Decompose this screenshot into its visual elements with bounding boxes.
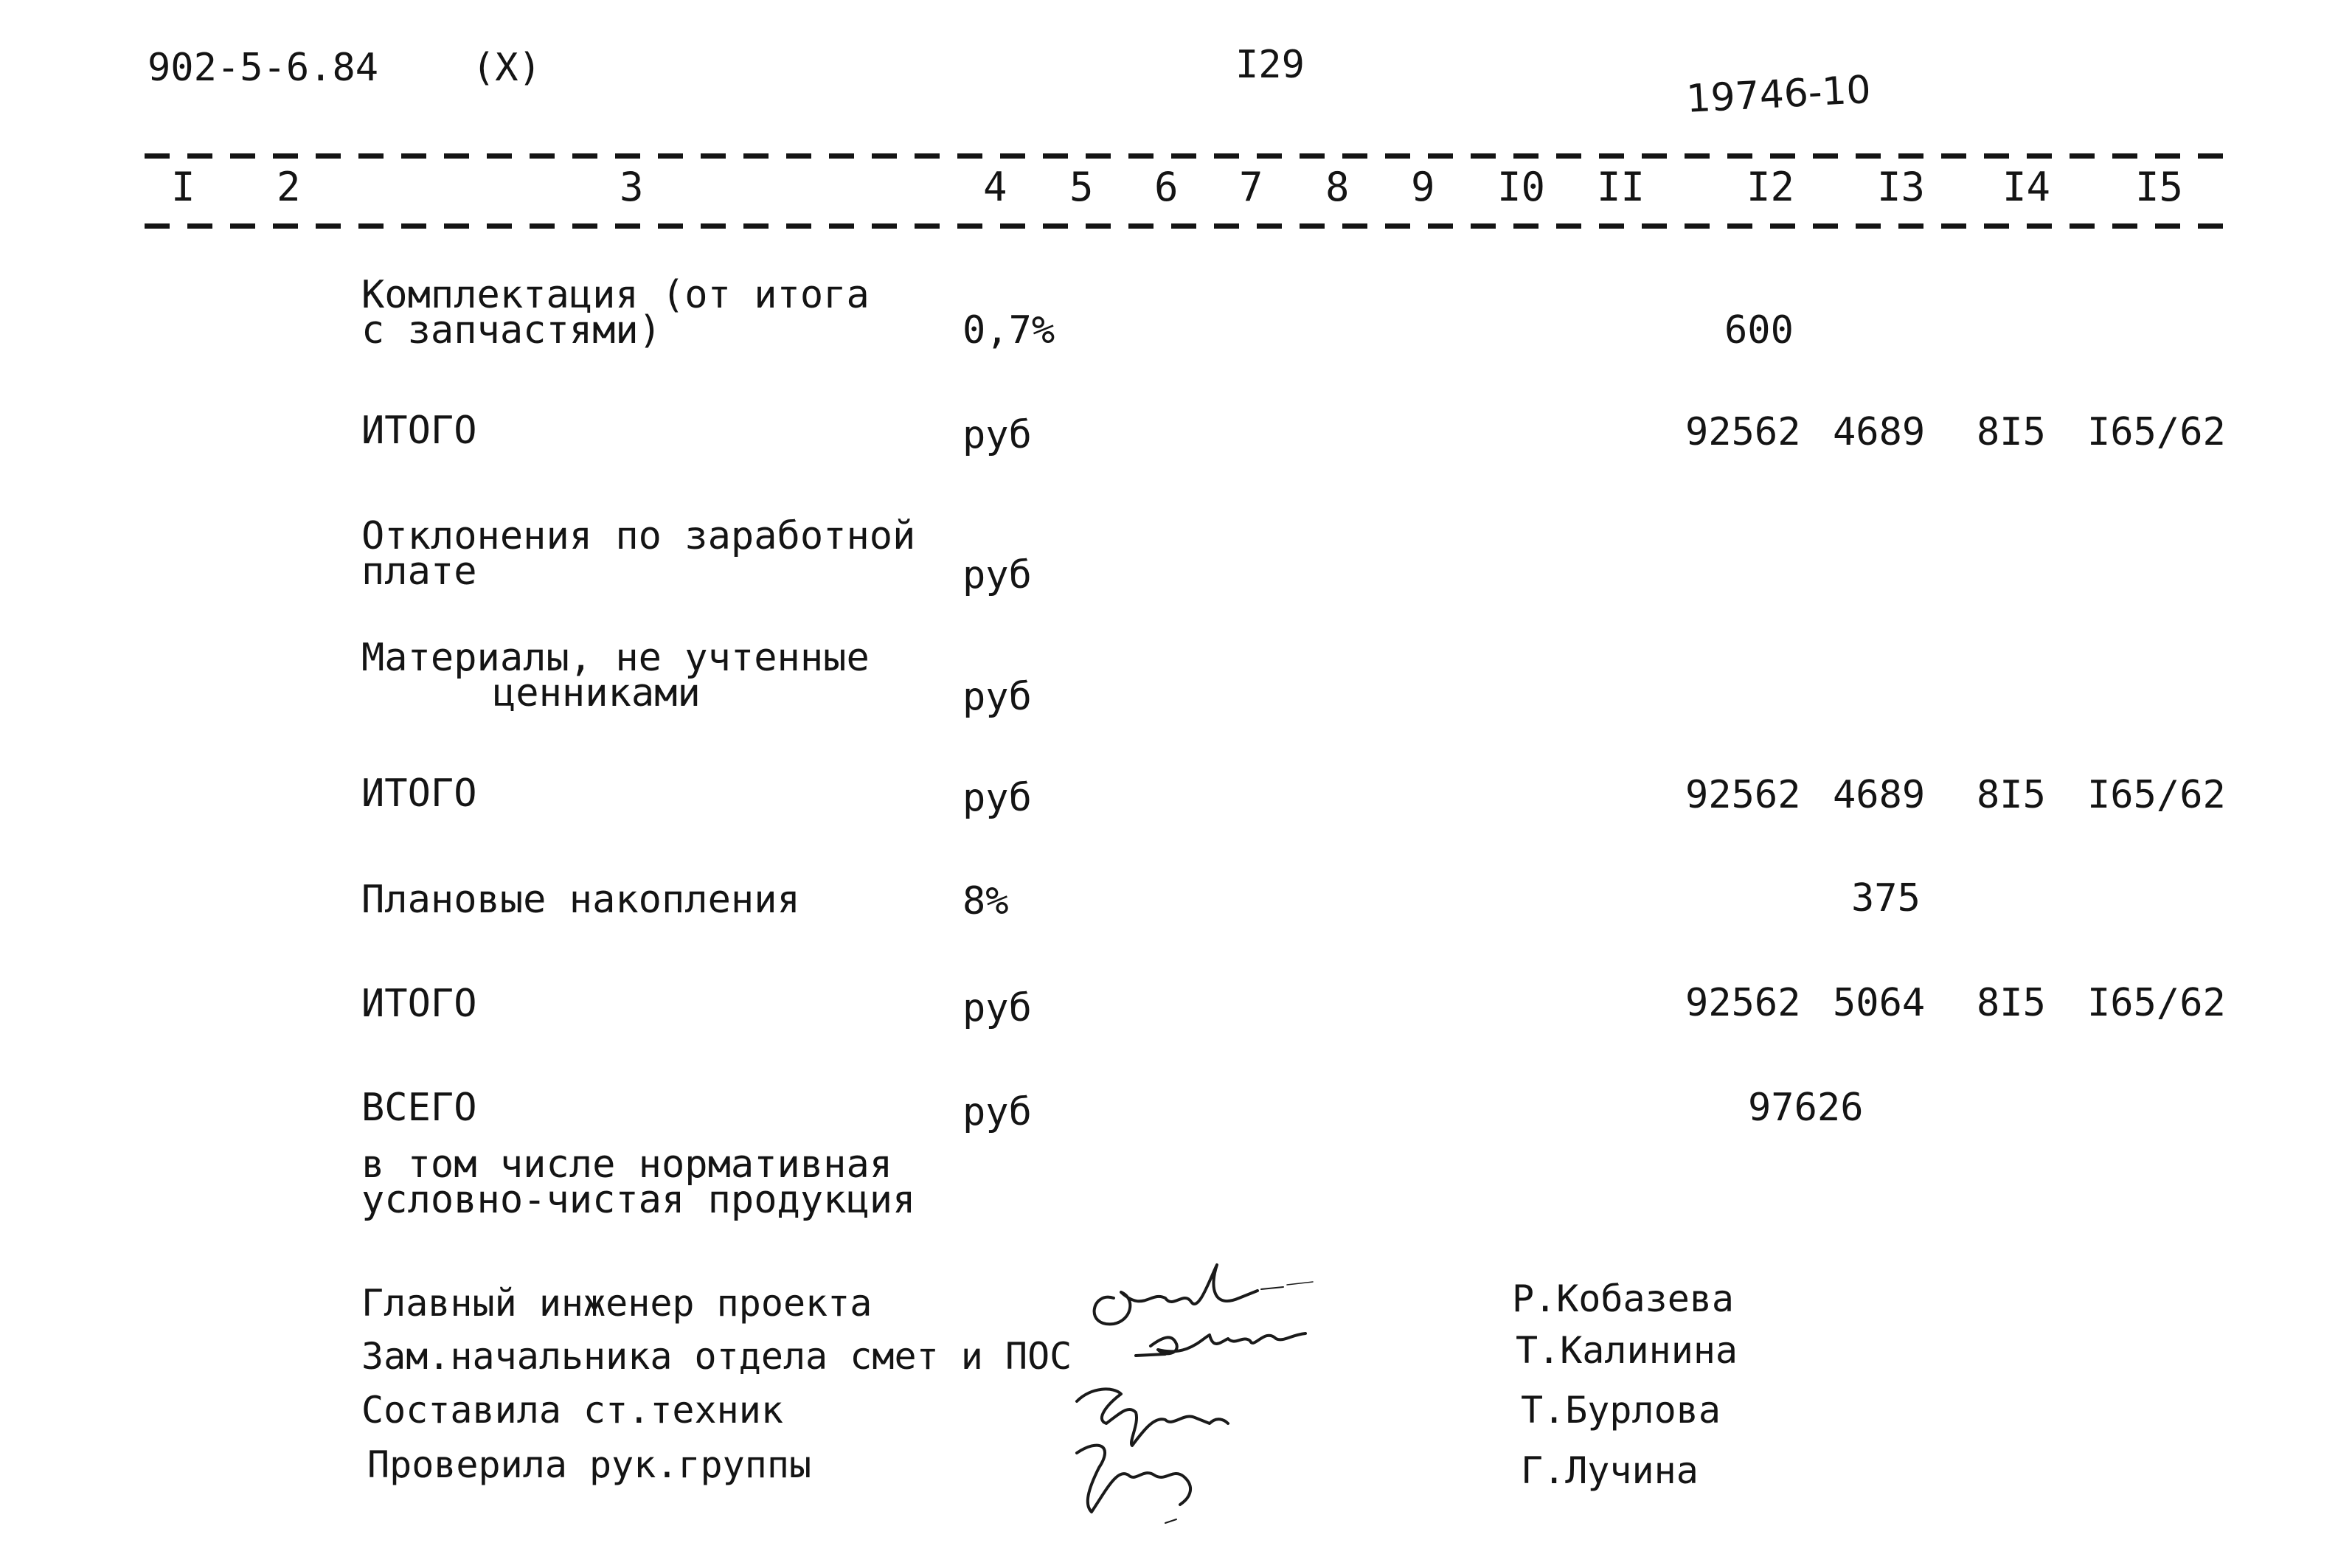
column-number: 8 (1325, 164, 1350, 210)
signature-position: Главный инженер проекта (361, 1282, 873, 1325)
row-label: ИТОГО (361, 771, 477, 816)
column-number: 4 (983, 164, 1007, 210)
column-number: 3 (620, 164, 644, 210)
row-label: ИТОГО (361, 409, 477, 453)
row-value-col13: 4689 (1833, 773, 1926, 817)
row-unit: руб (962, 675, 1032, 719)
row-label: Материалы, не учтенные ценниками (361, 636, 870, 715)
column-number: I5 (2135, 164, 2184, 210)
row-value-col15: I65/62 (2087, 981, 2226, 1025)
row-value-col14: 8I5 (1977, 773, 2046, 817)
row-unit: руб (962, 413, 1032, 457)
column-number: 7 (1239, 164, 1263, 210)
row-unit: руб (962, 776, 1032, 820)
row-value-col13: 5064 (1833, 981, 1926, 1025)
row-value-col13: 375 (1851, 876, 1921, 920)
signatory-name: Г.Лучина (1521, 1449, 1699, 1492)
signature-stroke (1287, 1282, 1313, 1285)
page-number: I29 (1235, 43, 1305, 87)
signature-stroke (1165, 1519, 1176, 1523)
document-mark: (X) (472, 46, 541, 90)
column-number: 9 (1411, 164, 1435, 210)
row-unit: 8% (962, 879, 1009, 923)
row-value-col12: 600 (1724, 308, 1794, 353)
column-number: 5 (1069, 164, 1094, 210)
dashed-rule-top (145, 153, 2223, 159)
signature-stroke (1077, 1389, 1228, 1446)
row-value-col12: 92562 (1685, 410, 1801, 454)
row-label: Плановые накопления (361, 878, 800, 922)
row-label: ВСЕГО (361, 1086, 477, 1130)
row-value-col15: I65/62 (2087, 773, 2226, 817)
row-label: ИТОГО (361, 982, 477, 1026)
row-unit: руб (962, 553, 1032, 597)
row-value-col14: 8I5 (1977, 410, 2046, 454)
signature-stroke (1151, 1333, 1305, 1353)
column-number: I0 (1497, 164, 1546, 210)
signatory-name: Р.Кобазева (1512, 1277, 1735, 1320)
row-label: в том числе нормативная условно-чистая продукция (361, 1142, 916, 1222)
row-unit: 0,7% (962, 308, 1055, 353)
signature-stroke (1095, 1265, 1257, 1324)
signature-stroke (1261, 1287, 1283, 1289)
column-number: I (171, 164, 195, 210)
row-unit: руб (962, 1090, 1032, 1134)
dashed-rule-bottom (145, 223, 2223, 229)
signature-position: Составила ст.техник (361, 1389, 783, 1432)
signatory-name: Т.Бурлова (1521, 1389, 1721, 1432)
row-unit: руб (962, 986, 1032, 1030)
registration-number: 19746-10 (1685, 67, 1873, 122)
row-value-col14: 8I5 (1977, 981, 2046, 1025)
row-value-col12: 97626 (1748, 1086, 1864, 1130)
column-number: 2 (277, 164, 301, 210)
signatory-name: Т.Калинина (1516, 1329, 1738, 1372)
column-number: 6 (1154, 164, 1179, 210)
row-label: Отклонения по заработной плате (361, 514, 916, 594)
signature-position: Проверила рук.группы (367, 1443, 812, 1486)
row-label: Комплектация (от итога с запчастями) (361, 273, 870, 353)
column-number: II (1597, 164, 1645, 210)
signature-stroke (1077, 1446, 1190, 1512)
signature-stroke (1136, 1354, 1165, 1356)
row-value-col12: 92562 (1685, 981, 1801, 1025)
handwritten-signatures (1062, 1246, 1416, 1541)
document-code: 902-5-6.84 (148, 46, 379, 90)
column-number: I2 (1746, 164, 1795, 210)
row-value-col12: 92562 (1685, 773, 1801, 817)
row-value-col15: I65/62 (2087, 410, 2226, 454)
column-number: I4 (2002, 164, 2051, 210)
column-number: I3 (1877, 164, 1926, 210)
signature-position: Зам.начальника отдела смет и ПОС (361, 1335, 1072, 1378)
row-value-col13: 4689 (1833, 410, 1926, 454)
